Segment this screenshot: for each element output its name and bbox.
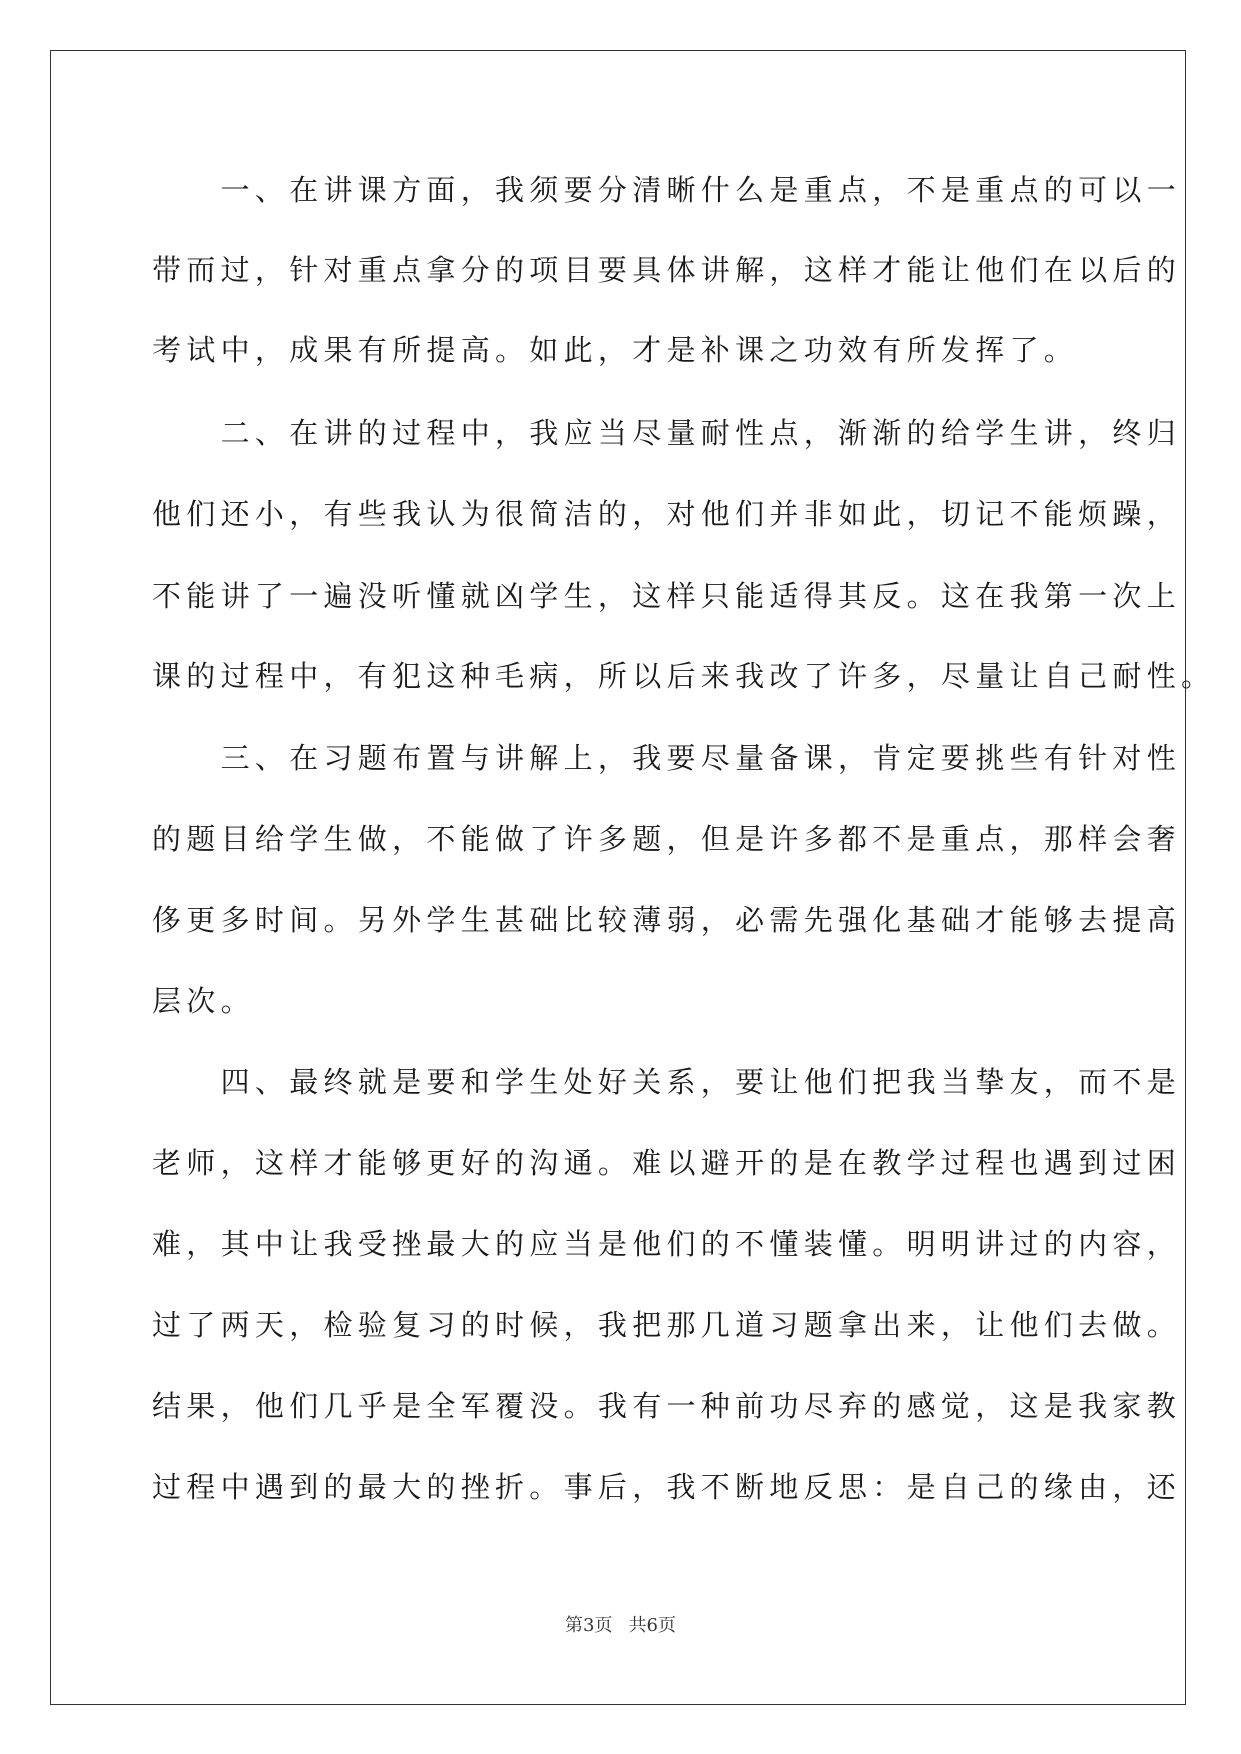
text-line: 难，其中让我受挫最大的应当是他们的不懂装懂。明明讲过的内容， (152, 1227, 1182, 1261)
page-footer (0, 1614, 1241, 1638)
text-line: 四、最终就是要和学生处好关系，要让他们把我当挚友，而不是 (152, 1065, 1182, 1099)
text-line: 过了两天，检验复习的时候，我把那几道习题拿出来，让他们去做。 (152, 1308, 1182, 1342)
page-frame (50, 50, 1216, 1705)
text-line: 三、在习题布置与讲解上，我要尽量备课，肯定要挑些有针对性 (152, 741, 1182, 775)
text-line: 过程中遇到的最大的挫折。事后，我不断地反思：是自己的缘由，还 (152, 1470, 1182, 1504)
current-page-label: 第3页 (565, 1615, 613, 1636)
text-line: 结果，他们几乎是全军覆没。我有一种前功尽弃的感觉，这是我家教 (152, 1389, 1182, 1423)
text-line: 层次。 (152, 984, 255, 1018)
text-line: 考试中，成果有所提高。如此，才是补课之功效有所发挥了。 (152, 333, 1079, 367)
total-pages-label: 共6页 (628, 1615, 676, 1636)
text-line: 二、在讲的过程中，我应当尽量耐性点，渐渐的给学生讲，终归 (152, 416, 1182, 450)
text-line: 老师，这样才能够更好的沟通。难以避开的是在教学过程也遇到过困 (152, 1146, 1182, 1180)
text-line: 他们还小，有些我认为很简洁的，对他们并非如此，切记不能烦躁， (152, 497, 1182, 531)
text-line: 带而过，针对重点拿分的项目要具体讲解，这样才能让他们在以后的 (152, 253, 1182, 287)
text-line: 课的过程中，有犯这种毛病，所以后来我改了许多，尽量让自己耐性。 (152, 659, 1216, 693)
text-line: 一、在讲课方面，我须要分清晰什么是重点，不是重点的可以一 (152, 173, 1182, 207)
text-line: 侈更多时间。另外学生甚础比较薄弱，必需先强化基础才能够去提高 (152, 903, 1182, 937)
text-line: 的题目给学生做，不能做了许多题，但是许多都不是重点，那样会奢 (152, 822, 1182, 856)
text-line: 不能讲了一遍没听懂就凶学生，这样只能适得其反。这在我第一次上 (152, 579, 1182, 613)
